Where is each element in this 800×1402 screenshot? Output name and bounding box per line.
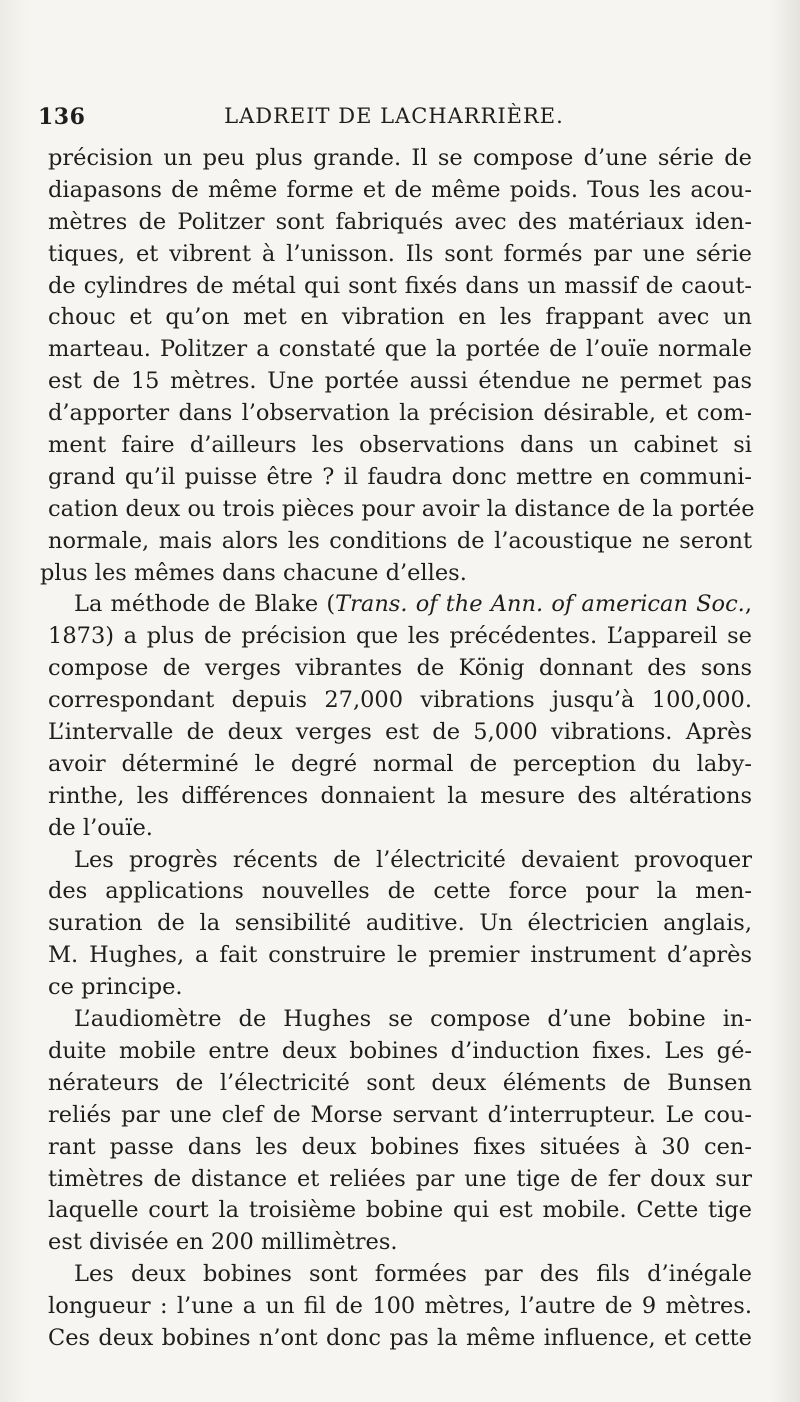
- text-line: [48, 526, 752, 558]
- body-text: [40, 143, 755, 1355]
- page-number: 136: [38, 104, 86, 130]
- text-segment: grand qu’il puisse être ? il faudra donc mettre en communi-: [48, 463, 752, 490]
- text-line: [48, 175, 752, 207]
- text-segment: La méthode de Blake (: [74, 591, 336, 618]
- text-segment: rant passe dans les deux bobines fixes situées à 30 cen-: [48, 1133, 752, 1160]
- text-line: [48, 143, 752, 175]
- text-segment: précision un peu plus grande. Il se compose d’une série de: [48, 145, 752, 171]
- text-segment: normale, mais alors les conditions de l’acoustique ne seront: [48, 527, 752, 554]
- text-segment: L’audiomètre de Hughes se compose d’une bobine in-: [74, 1006, 752, 1033]
- text-line: [48, 1291, 752, 1323]
- text-segment: rinthe, les différences donnaient la mesure des altérations: [48, 782, 752, 809]
- text-segment: correspondant depuis 27,000 vibrations jusqu’à 100,000.: [48, 687, 752, 714]
- text-line: [48, 1227, 752, 1259]
- text-segment: timètres de distance et reliées par une tige de fer doux sur: [48, 1165, 752, 1192]
- text-line: [48, 494, 755, 526]
- text-segment: cation deux ou trois pièces pour avoir la distance de la portée: [48, 495, 755, 522]
- text-line: [48, 398, 752, 430]
- text-line: [48, 366, 752, 398]
- text-line: [48, 685, 752, 717]
- text-line: [48, 1100, 752, 1132]
- text-line: [48, 972, 752, 1004]
- text-segment: longueur : l’une a un fil de 100 mètres, l’autre de 9 mètres.: [48, 1293, 752, 1320]
- text-segment: ,: [744, 591, 752, 618]
- text-line: [48, 430, 752, 462]
- text-line: [48, 876, 752, 908]
- text-segment: Ces deux bobines n’ont donc pas la même influence, et cette: [48, 1324, 752, 1351]
- text-segment: compose de verges vibrantes de König donnant des sons: [48, 655, 752, 682]
- text-line: [48, 207, 752, 239]
- text-segment: d’apporter dans l’observation la précision désirable, et com-: [48, 400, 752, 427]
- text-segment: des applications nouvelles de cette force pour la men-: [48, 878, 752, 905]
- text-line: [48, 781, 752, 813]
- text-line: [48, 1195, 752, 1227]
- text-line: [48, 621, 752, 653]
- text-segment: M. Hughes, a fait construire le premier instrument d’après: [48, 942, 752, 969]
- page-header: [38, 104, 750, 138]
- text-line: [48, 302, 752, 334]
- text-segment: plus les mêmes dans chacune d’elles.: [40, 559, 467, 586]
- text-segment: mètres de Politzer sont fabriqués avec des matériaux iden-: [48, 208, 752, 235]
- running-title: LADREIT DE LACHARRIÈRE.: [224, 104, 564, 128]
- text-line: [48, 462, 752, 494]
- text-segment: Les progrès récents de l’électricité devaient provoquer: [74, 846, 752, 873]
- text-segment: tiques, et vibrent à l’unisson. Ils sont formés par une série: [48, 240, 752, 267]
- italic-citation: Trans. of the Ann. of american Soc.: [335, 591, 745, 618]
- text-line: [48, 845, 752, 877]
- text-segment: chouc et qu’on met en vibration en les frappant avec un: [48, 304, 752, 331]
- text-segment: avoir déterminé le degré normal de perception du laby-: [48, 750, 752, 777]
- text-line: [48, 1164, 752, 1196]
- text-line: [48, 1068, 752, 1100]
- text-segment: marteau. Politzer a constaté que la portée de l’ouïe normale: [48, 336, 752, 363]
- text-line: [48, 653, 752, 685]
- text-line: [48, 271, 752, 303]
- text-line: [48, 1004, 752, 1036]
- text-line: [48, 717, 752, 749]
- text-line: [48, 239, 752, 271]
- text-segment: suration de la sensibilité auditive. Un électricien anglais,: [48, 910, 752, 937]
- text-segment: nérateurs de l’électricité sont deux éléments de Bunsen: [48, 1069, 752, 1096]
- text-segment: diapasons de même forme et de même poids. Tous les acou-: [48, 176, 752, 203]
- text-segment: est de 15 mètres. Une portée aussi étendue ne permet pas: [48, 368, 752, 395]
- text-segment: ment faire d’ailleurs les observations dans un cabinet si: [48, 432, 752, 459]
- text-line: [48, 334, 752, 366]
- text-line: [48, 813, 752, 845]
- text-line: [48, 1259, 752, 1291]
- text-line: [48, 749, 752, 781]
- text-segment: 1873) a plus de précision que les précédentes. L’appareil se: [48, 623, 752, 650]
- text-segment: est divisée en 200 millimètres.: [48, 1229, 398, 1256]
- text-segment: duite mobile entre deux bobines d’induction fixes. Les gé-: [48, 1037, 752, 1064]
- text-segment: laquelle court la troisième bobine qui est mobile. Cette tige: [48, 1197, 752, 1224]
- text-line: [48, 908, 752, 940]
- text-segment: de cylindres de métal qui sont fixés dans un massif de caout-: [48, 272, 752, 299]
- text-line: [48, 1323, 752, 1355]
- text-line: [48, 940, 752, 972]
- text-line: [48, 1036, 752, 1068]
- text-segment: Les deux bobines sont formées par des fils d’inégale: [74, 1261, 752, 1288]
- text-line: [48, 1132, 752, 1164]
- text-segment: ce principe.: [48, 974, 183, 1001]
- text-line: [40, 558, 752, 590]
- text-line: [48, 589, 752, 621]
- text-segment: de l’ouïe.: [48, 814, 153, 841]
- text-segment: reliés par une clef de Morse servant d’interrupteur. Le cou-: [48, 1101, 752, 1128]
- text-segment: L’intervalle de deux verges est de 5,000 vibrations. Après: [48, 719, 752, 746]
